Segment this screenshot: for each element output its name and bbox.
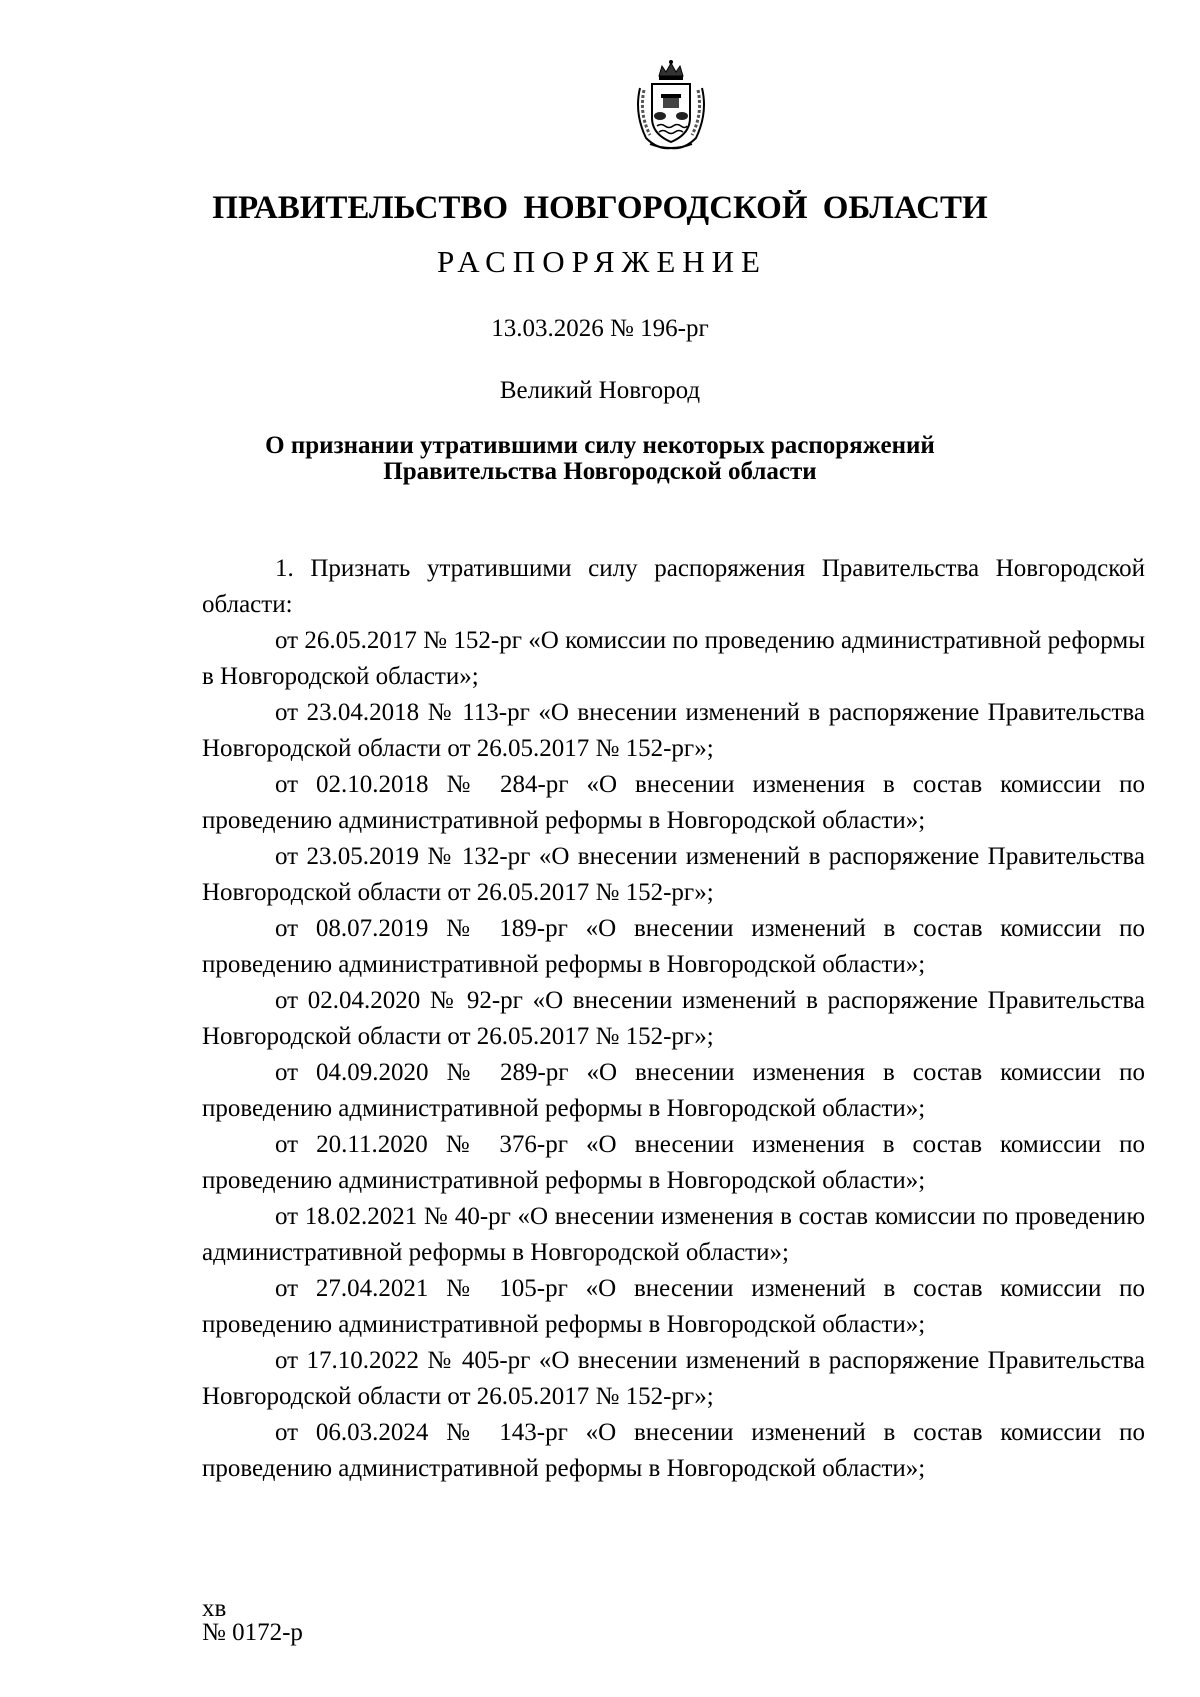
footer-initials: хв — [202, 1595, 227, 1622]
subject-line: Правительства Новгородской области — [383, 458, 817, 485]
organization-title: ПРАВИТЕЛЬСТВО НОВГОРОДСКОЙ ОБЛАСТИ — [212, 190, 988, 226]
paragraph-item: от 26.05.2017 № 152-рг «О комиссии по проведению административной реформы в Новгородской области»; — [202, 627, 1145, 690]
footer-registration — [202, 1597, 303, 1645]
paragraph-item: от 02.10.2018 № 284-рг «О внесении изменения в состав комиссии по проведению административной реформы в Новгородской области»; — [202, 771, 1145, 834]
paragraph-item: от 17.10.2022 № 405-рг «О внесении изменений в распоряжение Правительства Новгородской области от 26.05.2017 № 152-рг»; — [202, 1347, 1145, 1410]
paragraph-clause-1: 1. Признать утратившими силу распоряжения Правительства Новгородской области: — [202, 555, 1145, 618]
paragraph-item: от 06.03.2024 № 143-рг «О внесении изменений в состав комиссии по проведению административной реформы в Новгородской области»; — [202, 1419, 1145, 1482]
document-subject — [0, 433, 1200, 485]
paragraph-item: от 08.07.2019 № 189-рг «О внесении изменений в состав комиссии по проведению административной реформы в Новгородской области»; — [202, 915, 1145, 978]
document-city: Великий Новгород — [499, 377, 701, 404]
paragraph-item: от 23.05.2019 № 132-рг «О внесении изменений в распоряжение Правительства Новгородской области от 26.05.2017 № 152-рг»; — [202, 843, 1145, 906]
coat-of-arms-icon — [630, 58, 712, 152]
paragraph-item: от 18.02.2021 № 40-рг «О внесении изменения в состав комиссии по проведению административной реформы в Новгородской области»; — [202, 1203, 1145, 1266]
footer-registration-number: № 0172-р — [202, 1619, 303, 1646]
document-type: РАСПОРЯЖЕНИЕ — [437, 244, 767, 279]
document-body — [202, 551, 1145, 1487]
subject-line: О признании утратившими силу некоторых распоряжений — [265, 432, 935, 459]
paragraph-item: от 04.09.2020 № 289-рг «О внесении изменения в состав комиссии по проведению административной реформы в Новгородской области»; — [202, 1059, 1145, 1122]
paragraph-item: от 27.04.2021 № 105-рг «О внесении изменений в состав комиссии по проведению административной реформы в Новгородской области»; — [202, 1275, 1145, 1338]
document-date-number: 13.03.2026 № 196-рг — [491, 315, 709, 342]
paragraph-item: от 20.11.2020 № 376-рг «О внесении изменения в состав комиссии по проведению административной реформы в Новгородской области»; — [202, 1131, 1145, 1194]
paragraph-item: от 23.04.2018 № 113-рг «О внесении изменений в распоряжение Правительства Новгородской области от 26.05.2017 № 152-рг»; — [202, 699, 1145, 762]
paragraph-item: от 02.04.2020 № 92-рг «О внесении изменений в распоряжение Правительства Новгородской области от 26.05.2017 № 152-рг»; — [202, 987, 1145, 1050]
